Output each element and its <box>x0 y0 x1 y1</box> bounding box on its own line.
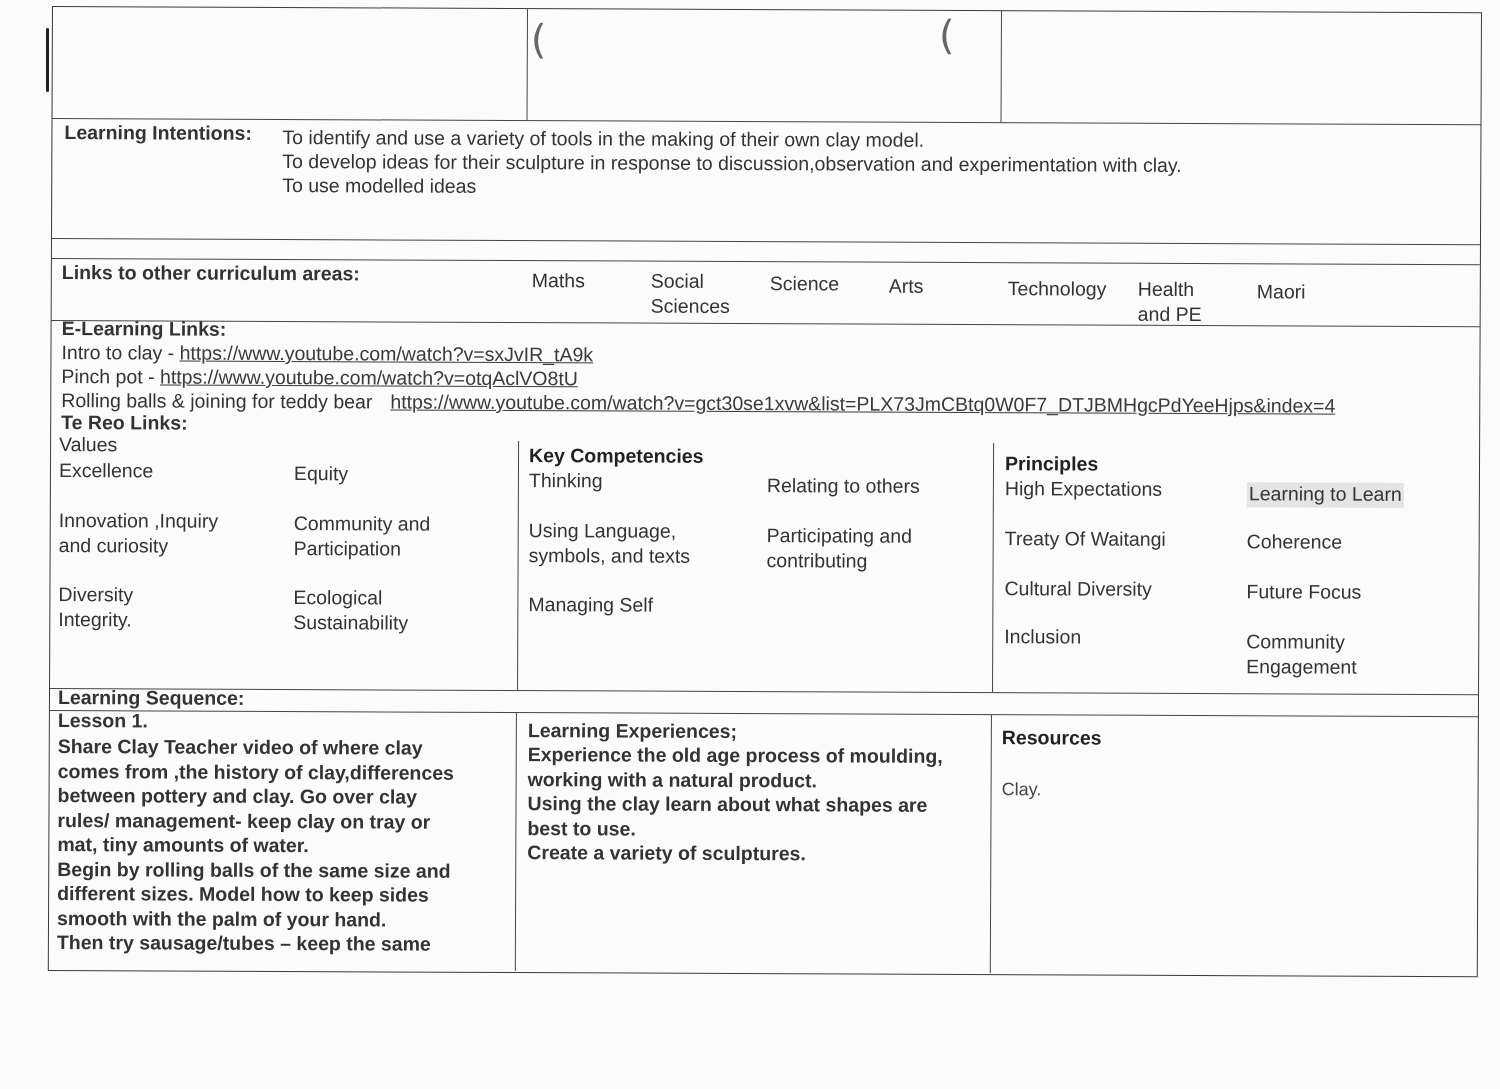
curriculum-label: Links to other curriculum areas: <box>61 262 360 286</box>
youtube-link-teddy-bear[interactable]: https://www.youtube.com/watch?v=gct30se1xvw&list=PLX73JmCBtq0W0F7_DTJBMHgcPdYeeHjps&index=4 <box>390 391 1336 418</box>
principle-item: Cultural Diversity <box>1004 578 1152 601</box>
value-item: Excellence <box>58 460 154 483</box>
curriculum-area: Health and PE <box>1137 278 1202 326</box>
curriculum-area: Technology <box>1007 278 1107 301</box>
competency-item: Participating and contributing <box>766 525 913 573</box>
learning-experiences-title: Learning Experiences; <box>527 720 738 743</box>
elearning-link-line <box>61 365 578 392</box>
punch-hole-icon: ( <box>938 12 955 59</box>
principle-item: Learning to Learn <box>1247 482 1404 507</box>
value-item: Equity <box>293 463 349 486</box>
punch-hole-icon: ( <box>530 17 547 64</box>
resources-text: Clay. <box>1001 779 1042 800</box>
te-reo-label: Te Reo Links: <box>61 412 188 435</box>
elearning-link-line <box>61 389 1335 419</box>
values-heading: Values <box>59 434 118 457</box>
competency-item: Using Language, symbols, and texts <box>528 520 691 568</box>
lesson-content-row <box>49 711 1478 975</box>
competency-item: Thinking <box>528 470 603 493</box>
lesson-plan-table <box>48 6 1482 977</box>
elearning-link-line <box>61 341 593 368</box>
elearning-label: E-Learning Links: <box>61 318 227 341</box>
principle-item: Coherence <box>1246 531 1343 554</box>
value-item: Ecological Sustainability <box>293 587 409 635</box>
value-item: Community and Participation <box>293 513 431 561</box>
curriculum-area: Science <box>769 273 840 296</box>
intention-item: To identify and use a variety of tools in the making of their own clay model. <box>282 127 925 152</box>
curriculum-row <box>52 259 1480 327</box>
link-description: Rolling balls & joining for teddy bear <box>61 390 373 414</box>
principle-item: Future Focus <box>1246 581 1362 604</box>
principle-item: Community Engagement <box>1246 631 1357 679</box>
link-description: Intro to clay - <box>61 342 180 365</box>
learning-intentions-label: Learning Intentions: <box>64 122 252 145</box>
curriculum-area: Maori <box>1256 281 1306 304</box>
curriculum-area: Arts <box>888 275 924 298</box>
principle-item: Treaty Of Waitangi <box>1004 528 1166 551</box>
top-blank-row <box>53 7 1481 125</box>
intention-item: To use modelled ideas <box>282 175 477 198</box>
youtube-link-intro[interactable]: https://www.youtube.com/watch?v=sxJvIR_tA9k <box>179 342 594 367</box>
curriculum-area: Social Sciences <box>650 270 730 318</box>
value-item: Diversity Integrity. <box>58 584 134 631</box>
curriculum-area: Maths <box>531 270 585 293</box>
competency-item: Relating to others <box>766 475 920 498</box>
link-description: Pinch pot - <box>61 366 161 389</box>
pen-mark <box>46 28 49 92</box>
key-competencies-heading: Key Competencies <box>528 445 704 468</box>
value-item: Innovation ,Inquiry and curiosity <box>58 510 219 558</box>
principles-heading: Principles <box>1004 453 1099 476</box>
principle-item: Inclusion <box>1004 626 1082 649</box>
learning-intentions-row <box>52 119 1481 245</box>
values-competencies-principles-row <box>50 434 1479 695</box>
learning-sequence-label: Learning Sequence: <box>57 687 245 710</box>
learning-experiences-text: Experience the old age process of moulding, working with a natural product. Using the clay learn about what shapes are best to use. Create a variety of sculptures. <box>527 744 943 866</box>
resources-title: Resources <box>1001 727 1102 750</box>
competency-item: Managing Self <box>528 594 654 617</box>
lesson-title: Lesson 1. <box>57 710 148 733</box>
lesson-text: Share Clay Teacher video of where clay comes from ,the history of clay,differences between pottery and clay. Go over clay rules/ management- keep clay on tray or mat, tiny amounts of water. Begin by rolling balls of the same size and different sizes. Model how to keep sides smooth with the palm of your hand. Then try sausage/tubes – keep the same <box>56 736 454 956</box>
principle-item: High Expectations <box>1004 478 1163 501</box>
elearning-row <box>51 318 1479 435</box>
intention-item: To develop ideas for their sculpture in response to discussion,observation and experimentation with clay. <box>282 151 1182 177</box>
youtube-link-pinch-pot[interactable]: https://www.youtube.com/watch?v=otqAclVO8tU <box>159 366 578 391</box>
